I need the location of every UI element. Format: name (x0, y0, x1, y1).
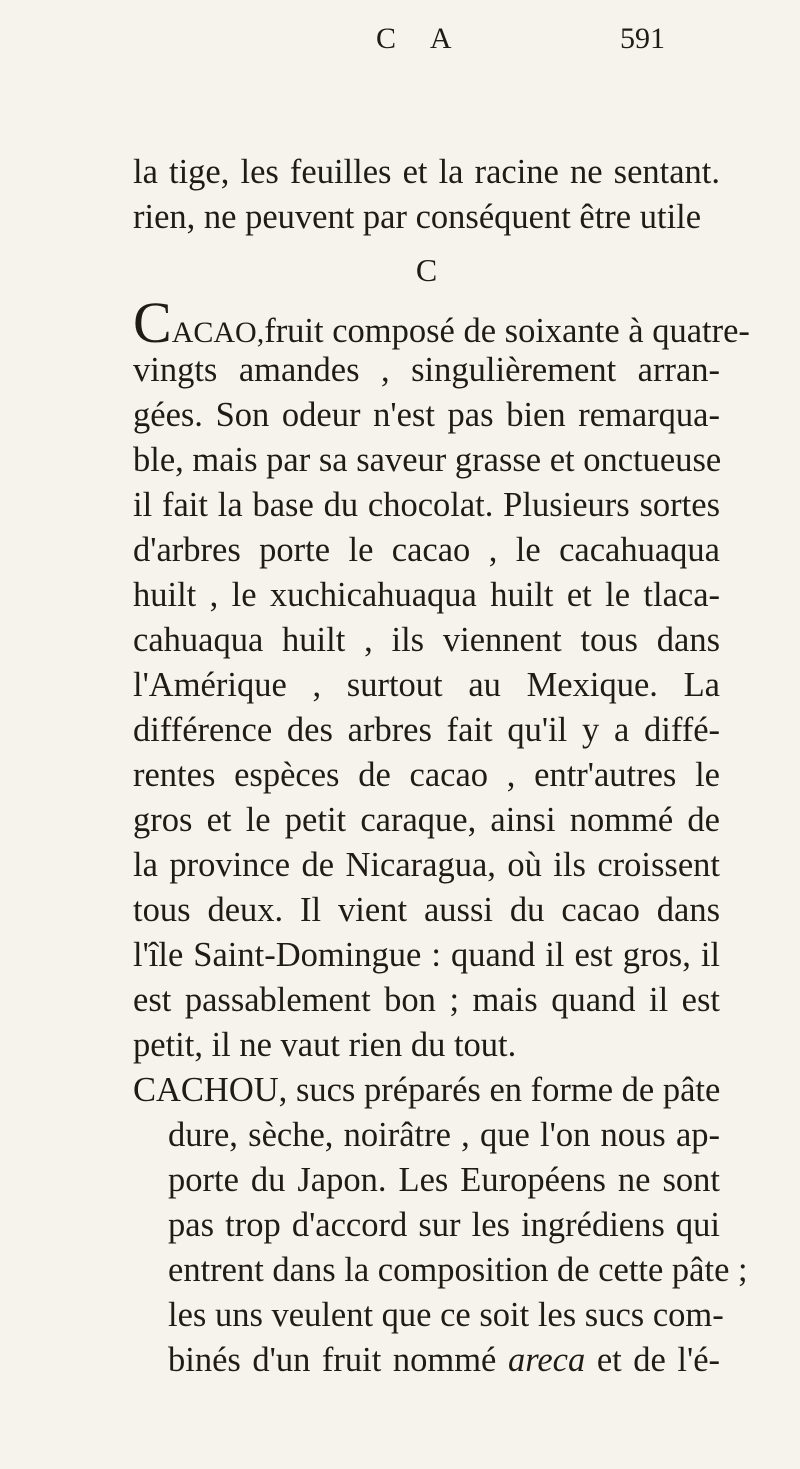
text-line: la province de Nicaragua, où ils croissent (133, 846, 720, 884)
running-head-title: C A (376, 22, 466, 55)
entry-cacao (133, 290, 750, 1068)
text-line: cahuaqua huilt , ils viennent tous dans (133, 621, 720, 659)
text-line: petit, il ne vaut rien du tout. (133, 1026, 517, 1064)
text-segment: binés d'un fruit nommé (168, 1341, 497, 1379)
entry-headword: CACHOU, (133, 1071, 288, 1109)
entry-first-line (133, 1068, 720, 1113)
text-line: gées. Son odeur n'est pas bien remarqua- (133, 396, 720, 434)
section-letter: C (415, 252, 438, 288)
text-line: l'île Saint-Domingue : quand il est gros, il (133, 936, 720, 974)
text-line: la tige, les feuilles et la racine ne sentant. (133, 153, 720, 191)
page-number: 591 (620, 22, 665, 55)
page-text (133, 150, 750, 1383)
entry-cachou (133, 1068, 748, 1383)
entry-first-line (133, 290, 750, 355)
entry-first-line-text: sucs préparés en forme de pâte (295, 1071, 721, 1109)
text-line: huilt , le xuchicahuaqua huilt et le tlaca- (133, 576, 720, 614)
text-line: vingts amandes , singulièrement arran- (133, 351, 720, 389)
text-line: porte du Japon. Les Européens ne sont (168, 1161, 720, 1199)
text-line: il fait la base du chocolat. Plusieurs sortes (133, 486, 720, 524)
text-line: pas trop d'accord sur les ingrédiens qui (168, 1206, 720, 1244)
text-line: ble, mais par sa saveur grasse et onctueuse (133, 441, 722, 479)
drop-cap: C (133, 290, 172, 355)
text-line: rentes espèces de cacao , entr'autres le (133, 756, 720, 794)
text-line: gros et le petit caraque, ainsi nommé de (133, 801, 720, 839)
entry-first-line-text: fruit composé de soixante à quatre- (264, 312, 750, 350)
text-segment: et de l'é- (596, 1341, 721, 1379)
text-line: dure, sèche, noirâtre , que l'on nous ap- (168, 1116, 720, 1154)
running-head (0, 22, 800, 62)
text-line: entrent dans la composition de cette pâte ; (168, 1251, 748, 1289)
text-line: les uns veulent que ce soit les sucs com- (168, 1296, 724, 1334)
text-line: d'arbres porte le cacao , le cacahuaqua (133, 531, 720, 569)
text-line: est passablement bon ; mais quand il est (133, 981, 720, 1019)
text-line (133, 1338, 720, 1383)
text-line: différence des arbres fait qu'il y a diffé- (133, 711, 720, 749)
text-line: tous deux. Il vient aussi du cacao dans (133, 891, 720, 929)
italic-term: areca (507, 1341, 586, 1379)
text-line: l'Amérique , surtout au Mexique. La (133, 666, 720, 704)
text-line: rien, ne peuvent par conséquent être utile (133, 198, 702, 236)
entry-headword: ACAO, (171, 316, 265, 349)
